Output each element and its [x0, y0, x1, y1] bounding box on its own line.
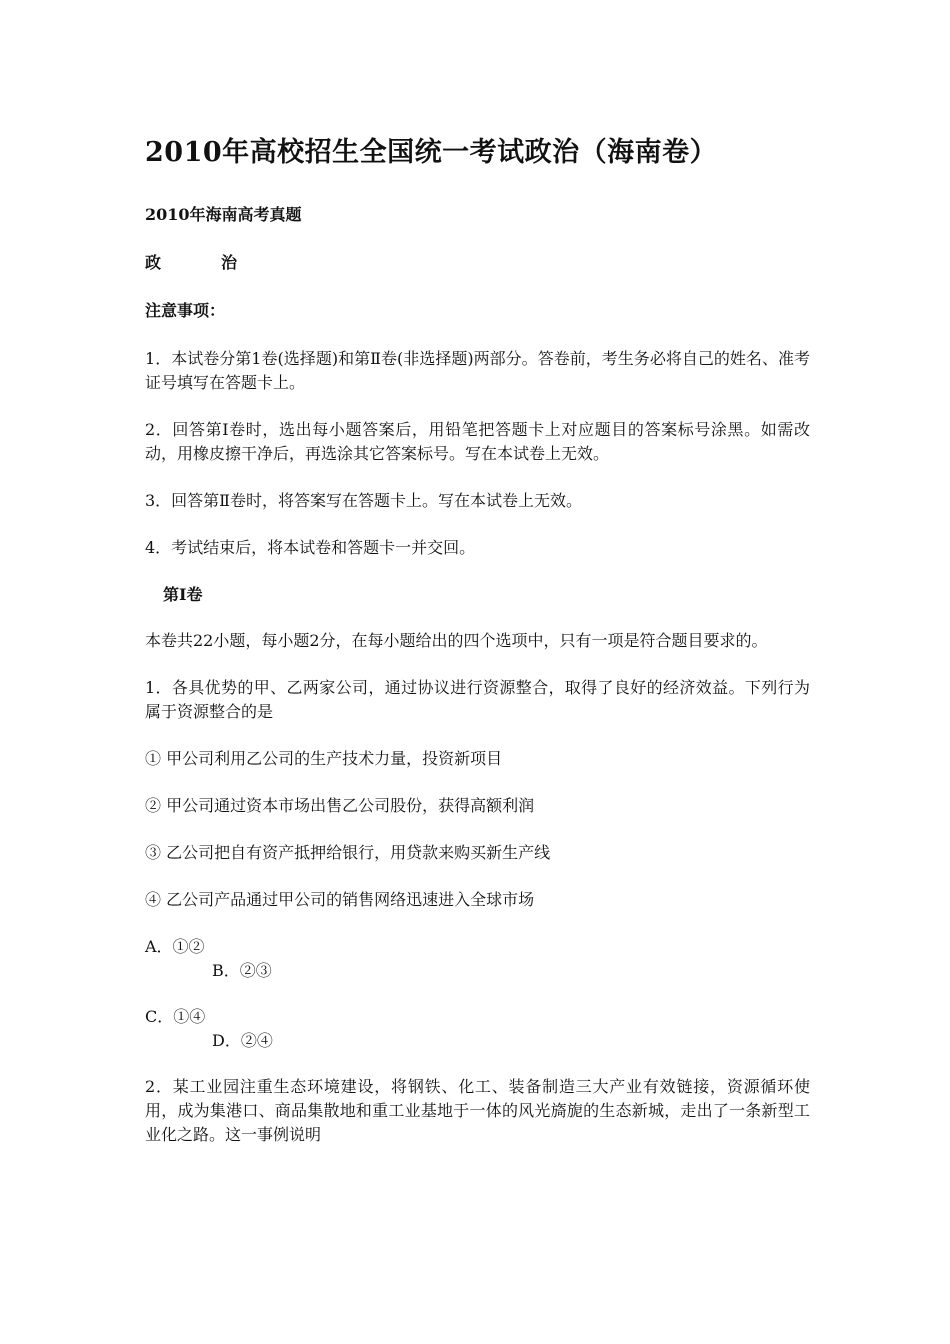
question-1-item-1: ① 甲公司利用乙公司的生产技术力量，投资新项目: [145, 749, 503, 768]
document-title: 2010年高校招生全国统一考试政治（海南卷）: [145, 137, 718, 168]
question-1-item-2: ② 甲公司通过资本市场出售乙公司股份，获得高额利润: [145, 796, 535, 815]
notice-item-2: 2．回答第Ⅰ卷时，选出每小题答案后，用铅笔把答题卡上对应题目的答案标号涂黑。如需改动，用橡皮擦干净后，再选涂其它答案标号。写在本试卷上无效。: [145, 420, 810, 463]
subject-left: 政: [145, 253, 162, 272]
document-subtitle: 2010年海南高考真题: [145, 205, 302, 224]
option-d: D．②④: [212, 1031, 273, 1050]
question-1-options-ab: [145, 935, 810, 983]
question-1-options-cd: [145, 1005, 810, 1053]
option-c: C．①④: [145, 1007, 206, 1026]
question-1-item-4: ④ 乙公司产品通过甲公司的销售网络迅速进入全球市场: [145, 890, 535, 909]
section-instructions: 本卷共22小题，每小题2分，在每小题给出的四个选项中，只有一项是符合题目要求的。: [145, 631, 768, 650]
question-2-stem: 2．某工业园注重生态环境建设，将钢铁、化工、装备制造三大产业有效链接，资源循环使用，成为集港口、商品集散地和重工业基地于一体的风光旖旎的生态新城，走出了一条新型工业化之路。这一事例说明: [145, 1077, 810, 1144]
question-1-item-3: ③ 乙公司把自有资产抵押给银行，用贷款来购买新生产线: [145, 843, 551, 862]
section-heading: 第Ⅰ卷: [163, 585, 203, 604]
notice-item-4: 4．考试结束后，将本试卷和答题卡一并交回。: [145, 538, 476, 557]
subject-heading: [145, 251, 810, 275]
notice-item-1: 1．本试卷分第1卷(选择题)和第Ⅱ卷(非选择题)两部分。答卷前，考生务必将自己的姓名、准考证号填写在答题卡上。: [145, 349, 810, 392]
subject-right: 治: [221, 253, 238, 272]
notice-heading: 注意事项：: [145, 301, 226, 320]
question-1-stem: 1．各具优势的甲、乙两家公司，通过协议进行资源整合，取得了良好的经济效益。下列行为属于资源整合的是: [145, 678, 810, 721]
option-b: B．②③: [212, 961, 272, 980]
option-a: A．①②: [145, 937, 205, 956]
document-content: [145, 120, 810, 1170]
notice-item-3: 3．回答第Ⅱ卷时，将答案写在答题卡上。写在本试卷上无效。: [145, 491, 583, 510]
